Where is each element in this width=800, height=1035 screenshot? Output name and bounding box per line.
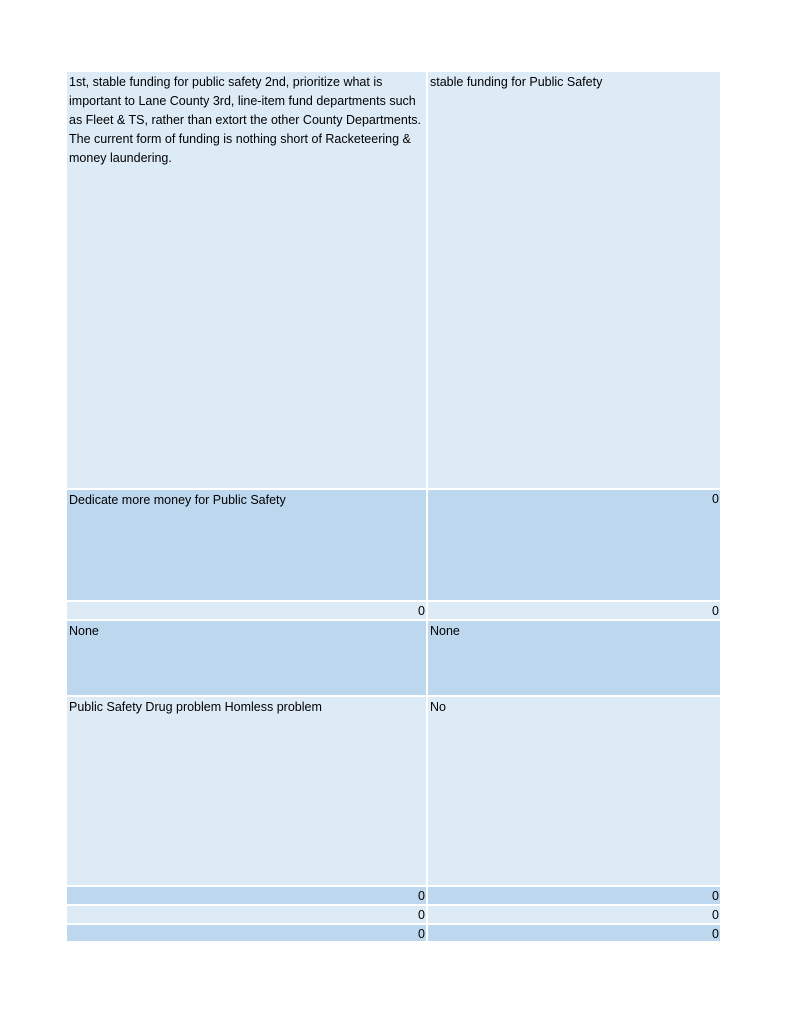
table-row (67, 697, 720, 887)
table-cell: Public Safety Drug problem Homless problem (67, 697, 428, 885)
table-cell: 0 (428, 906, 720, 923)
table-row (67, 602, 720, 621)
table-cell: 0 (67, 602, 428, 619)
table-cell: 0 (67, 925, 428, 941)
table-row (67, 925, 720, 943)
table-row (67, 906, 720, 925)
table-cell: 0 (428, 602, 720, 619)
table-row (67, 72, 720, 490)
table-cell: 0 (428, 490, 720, 600)
table-row (67, 887, 720, 906)
table-cell: 0 (67, 906, 428, 923)
table-cell: None (428, 621, 720, 695)
table-cell: stable funding for Public Safety (428, 72, 720, 488)
table-cell: Dedicate more money for Public Safety (67, 490, 428, 600)
table-cell: No (428, 697, 720, 885)
table-row (67, 621, 720, 697)
table-cell: 0 (428, 887, 720, 904)
table-cell: 0 (67, 887, 428, 904)
response-table (67, 72, 720, 943)
table-row (67, 490, 720, 602)
table-cell: 0 (428, 925, 720, 941)
table-cell: 1st, stable funding for public safety 2nd, prioritize what is important to Lane County 3rd, line-item fund departments such as Fleet & TS, rather than extort the other County Departments. The current form of funding is nothing short of Racketeering & money laundering. (67, 72, 428, 488)
table-cell: None (67, 621, 428, 695)
